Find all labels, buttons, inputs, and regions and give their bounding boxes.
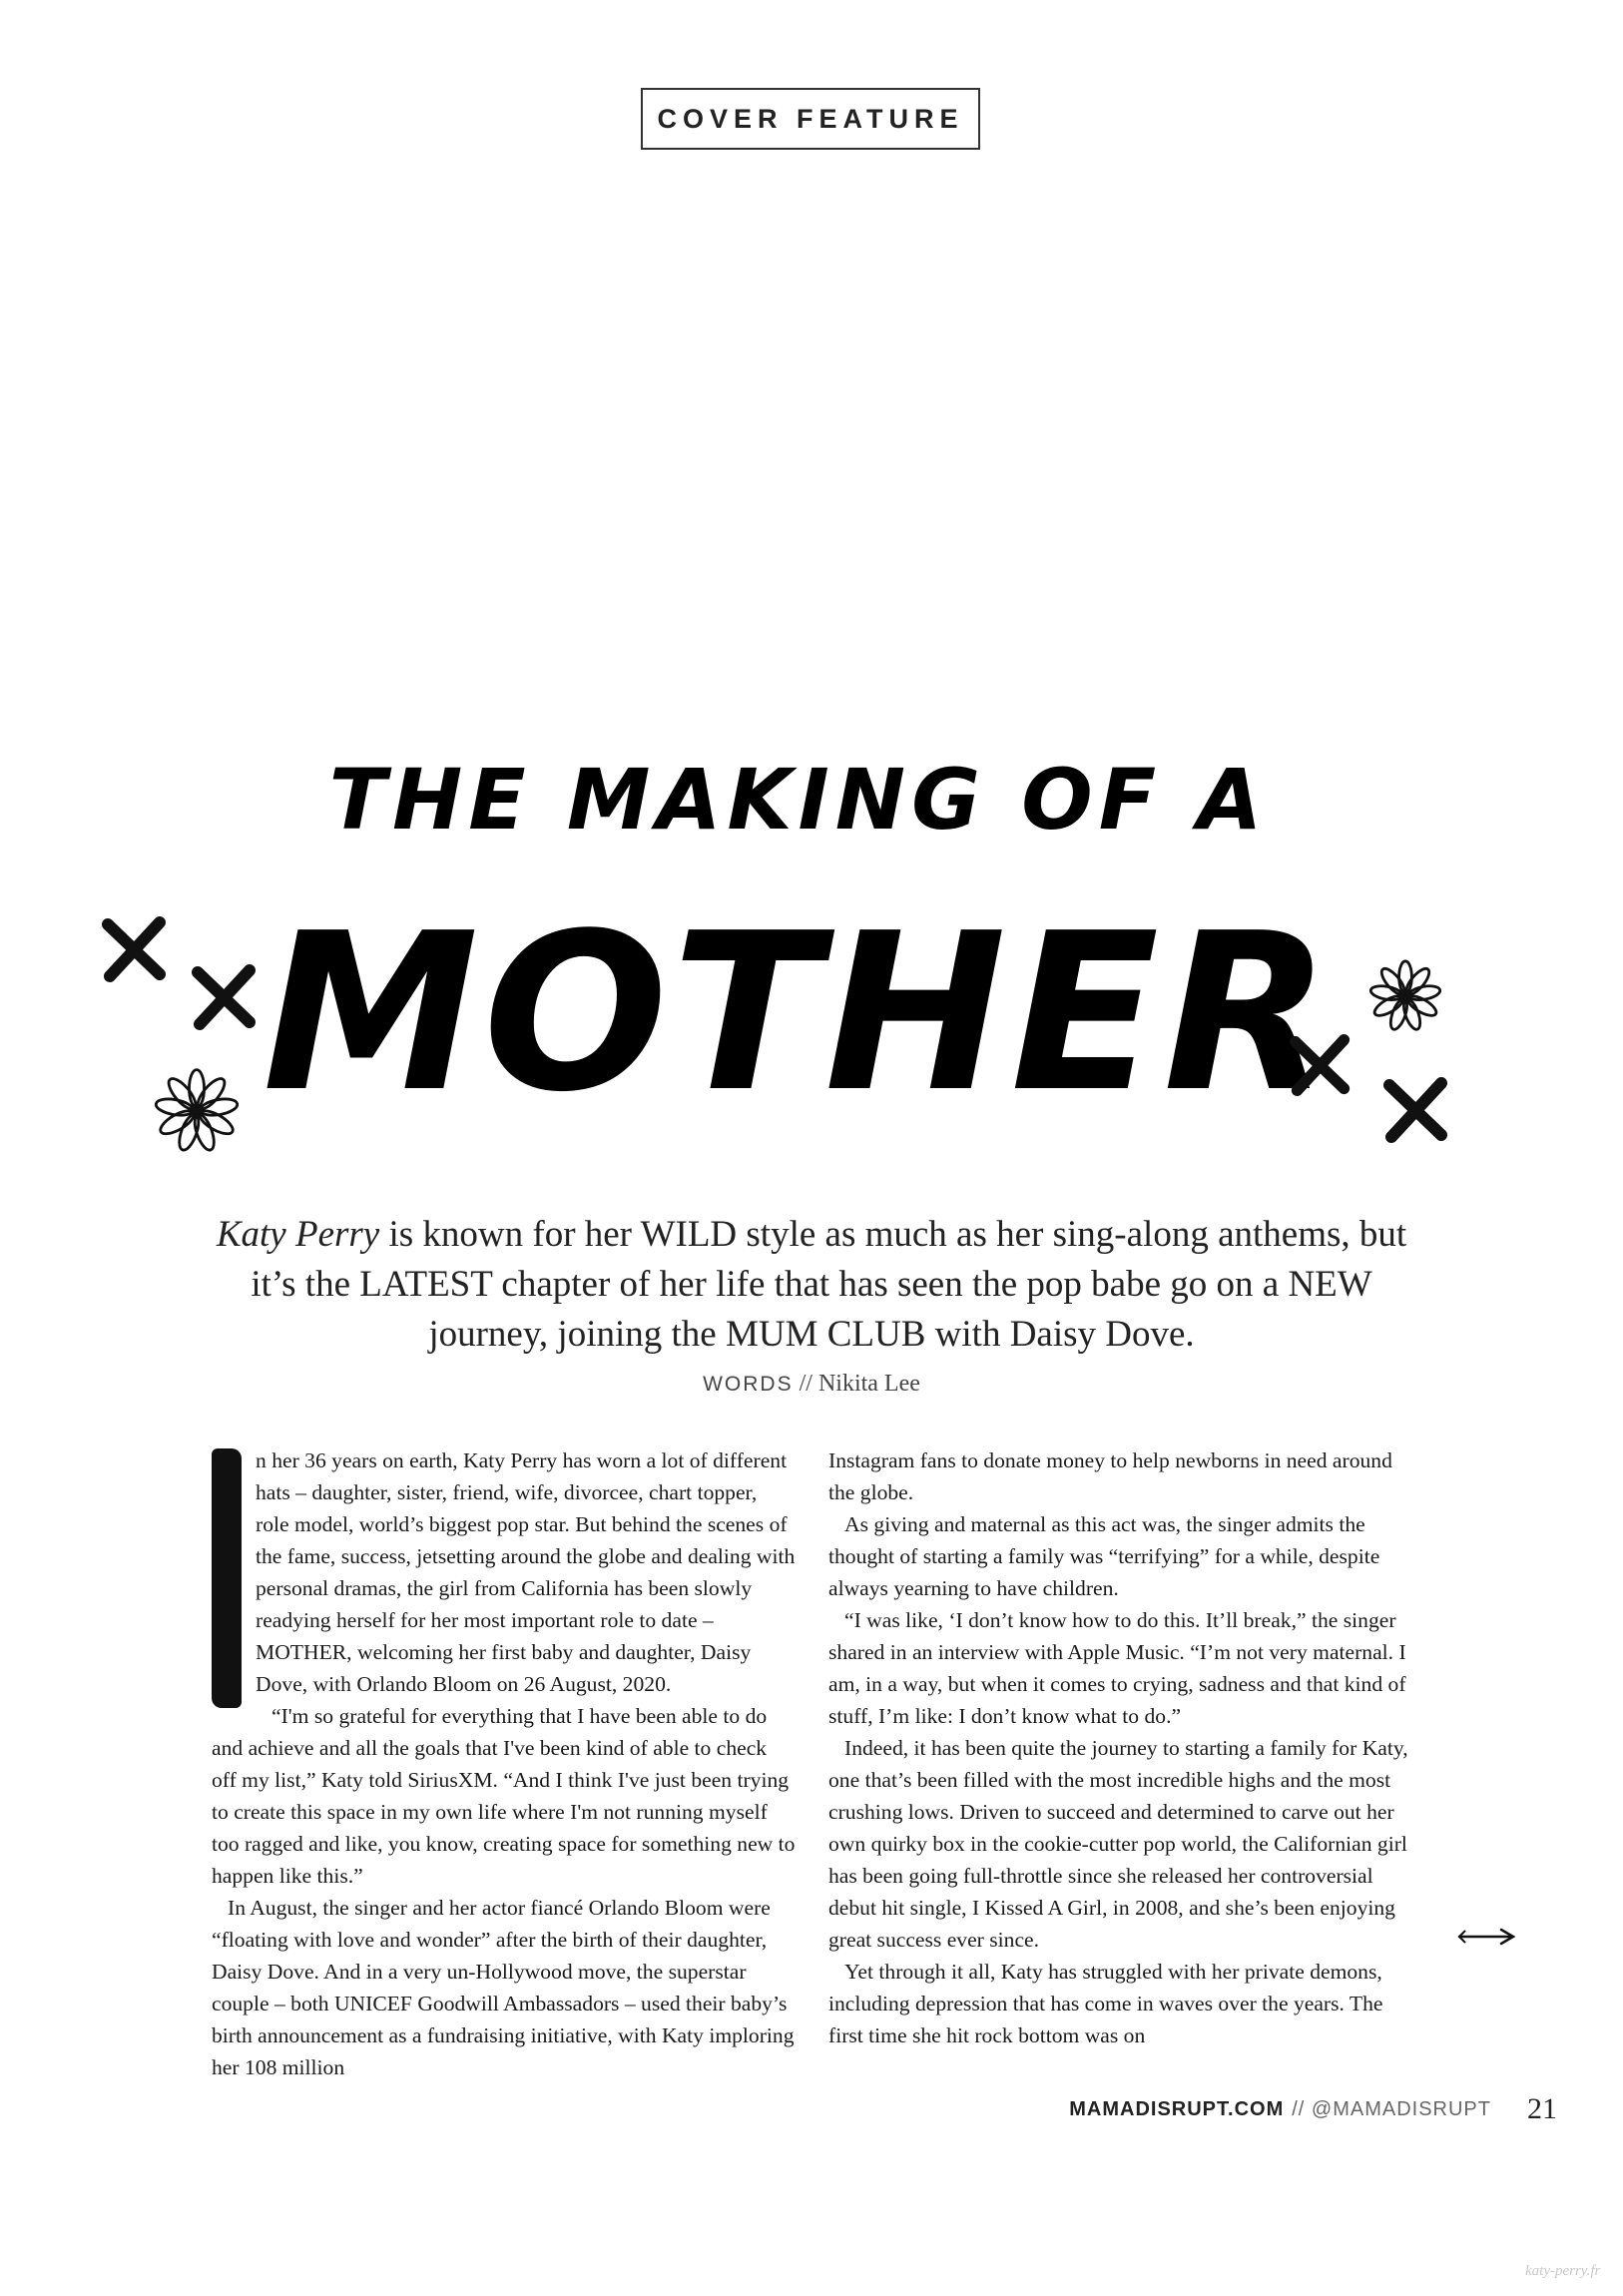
x-mark-icon xyxy=(1381,1074,1451,1146)
headline-line2: MOTHER xyxy=(262,887,1336,1140)
body-paragraph: Yet through it all, Katy has struggled with her private demons, including depression that has come in waves over the years. The first time she hit rock bottom was on xyxy=(828,1960,1383,2047)
standfirst-name: Katy Perry xyxy=(216,1214,380,1255)
x-mark-icon xyxy=(1288,1034,1353,1096)
body-paragraph: As giving and maternal as this act was, the singer admits the thought of starting a family was “terrifying” for a while, despite always yearning to have children. xyxy=(828,1512,1380,1600)
headline-line1: THE MAKING OF A xyxy=(328,751,1269,849)
body-paragraph: “I'm so grateful for everything that I have been able to do and achieve and all the goals that I've been kind of able to check off my list,” Katy told SiriusXM. “And I think I've just been trying to create this space in my own life where I'm not running myself too ragged and like, you know, creating space for something new to happen like this.” xyxy=(212,1704,796,1888)
x-mark-icon xyxy=(100,916,170,982)
standfirst-text: is known for her WILD style as much as her sing-along anthems, but it’s the LATEST chapter of her life that has seen the pop babe go on a NEW journey, joining the MUM CLUB with Daisy Dove. xyxy=(251,1214,1407,1355)
body-paragraph: “I was like, ‘I don’t know how to do this. It’ll break,” the singer shared in an interview with Apple Music. “I’m not very maternal. I am, in a way, but when it comes to crying, sadness and that kind of stuff, I’m like: I don’t know what to do.” xyxy=(828,1608,1406,1728)
body-paragraph: In August, the singer and her actor fiancé Orlando Bloom were “floating with love and wonder” after the birth of their daughter, Daisy Dove. And in a very un-Hollywood move, the superstar couple – both UNICEF Goodwill Ambassadors – used their baby’s birth announcement as a fundraising initiative, with Katy imploring her 108 million xyxy=(212,1896,795,2079)
byline-separator: // xyxy=(793,1371,818,1397)
footer-site: MAMADISRUPT.COM xyxy=(1069,2097,1285,2120)
x-mark-icon xyxy=(190,964,260,1030)
body-paragraph: Indeed, it has been quite the journey to starting a family for Katy, one that’s been filled with the most incredible highs and the most crushing lows. Driven to succeed and determined to carve out her own quirky box in the cookie-cutter pop world, the Californian girl has been going full-throttle since she released her controversial debut hit single, I Kissed A Girl, in 2008, and she’s been enjoying great success ever since. xyxy=(828,1736,1408,1952)
footer-handle: // @MAMADISRUPT xyxy=(1292,2097,1491,2120)
footer xyxy=(1058,2089,1557,2129)
body-paragraph: Instagram fans to donate money to help newborns in need around the globe. xyxy=(828,1448,1392,1504)
page-number: 21 xyxy=(1527,2092,1557,2125)
byline-author: Nikita Lee xyxy=(817,1371,920,1397)
arrow-right-icon xyxy=(1455,1925,1519,1949)
section-label: COVER FEATURE xyxy=(641,88,980,150)
flower-icon xyxy=(1365,956,1445,1036)
body-column-left xyxy=(212,1444,796,2083)
byline xyxy=(399,1371,1224,1398)
body-paragraph: n her 36 years on earth, Katy Perry has worn a lot of different hats – daughter, sister, friend, wife, divorcee, chart topper, role model, world’s biggest pop star. But behind the scenes of the fame, success, jetsetting around the globe and dealing with personal dramas, the girl from California has been slowly readying herself for her most important role to date – MOTHER, welcoming her first baby and daughter, Daisy Dove, with Orlando Bloom on 26 August, 2020. xyxy=(256,1448,796,1696)
flower-icon xyxy=(150,1064,244,1158)
byline-label: WORDS xyxy=(703,1373,794,1396)
watermark: katy-perry.fr xyxy=(1525,2263,1601,2279)
standfirst xyxy=(200,1210,1423,1360)
dropcap xyxy=(212,1448,242,1708)
body-column-right xyxy=(828,1444,1412,2051)
